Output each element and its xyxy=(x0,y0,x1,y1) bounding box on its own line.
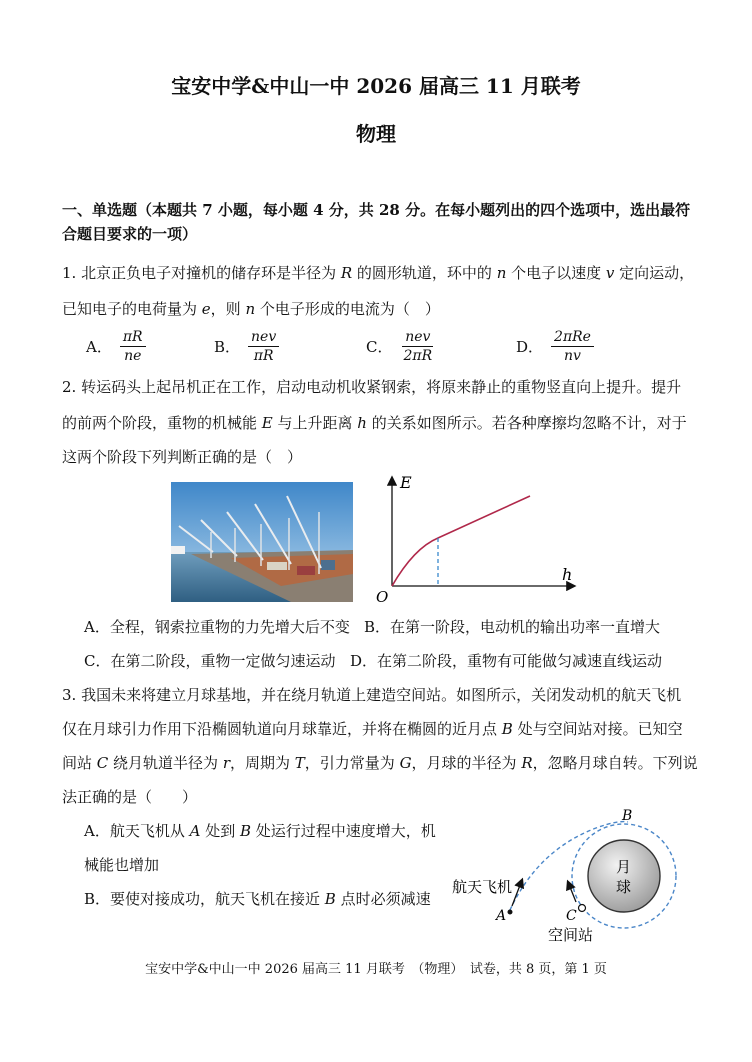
exam-subject: 物理 xyxy=(356,122,396,146)
point-b-label: B xyxy=(622,808,633,824)
shuttle-velocity-arrow xyxy=(512,880,522,906)
point-c-label: C xyxy=(566,908,577,924)
section-heading: 一、单选题（本题共 7 小题，每小题 4 分，共 28 分。在每小题列出的四个选项中，选出最符合题目要求的一项） xyxy=(62,201,691,243)
exam-title: 宝安中学&中山一中 2026 届高三 11 月联考 xyxy=(171,74,581,98)
moon xyxy=(588,840,660,912)
q1-option-d: D． $\frac{\text{2πRe}}{nv}$ xyxy=(516,328,594,365)
q1-option-c: C． $\frac{\text{nev}}{2\pi R}$ xyxy=(366,328,435,365)
q3-option-a-line-2: 械能也增加 xyxy=(84,856,160,874)
point-a-label: A xyxy=(496,908,507,924)
fraction: $\frac{\text{nev}}{\pi R}$ xyxy=(248,328,279,365)
page-footer: 宝安中学&中山一中 2026 届高三 11 月联考 （物理） 试卷，共 8 页，第 1 页 xyxy=(145,962,607,977)
station-label: 空间站 xyxy=(548,926,594,944)
q2-option-c: C．在第二阶段，重物一定做匀速运动 xyxy=(84,652,336,670)
q3-line-2: 仅在月球引力作用下沿椭圆轨道向月球靠近，并将在椭圆的近月点 B 处与空间站对接。已知空 xyxy=(62,720,683,738)
q3-option-a-line-1: A．航天飞机从 A 处到 B 处运行过程中速度增大，机 xyxy=(84,822,436,840)
energy-height-graph xyxy=(368,470,578,608)
q1-option-a: A． $\frac{\pi R}{ne}$ xyxy=(86,328,146,365)
moon-label-char-1: 月 xyxy=(616,858,632,876)
q3-line-1: 3. 我国未来将建立月球基地，并在绕月轨道上建造空间站。如图所示，关闭发动机的航天飞机 xyxy=(62,686,682,704)
q3-line-4: 法正确的是（ ） xyxy=(62,788,198,806)
q2-line-2: 的前两个阶段，重物的机械能 E 与上升距离 h 的关系如图所示。若各种摩擦均忽略不计，对于 xyxy=(62,414,687,432)
fraction: $\frac{\text{2πRe}}{nv}$ xyxy=(551,328,594,365)
q1-line-2: 已知电子的电荷量为 e，则 n 个电子形成的电流为（ ） xyxy=(62,300,440,318)
fraction: $\frac{\text{nev}}{2\pi R}$ xyxy=(403,329,433,364)
q3-line-3: 间站 C 绕月轨道半径为 r，周期为 T，引力常量为 G，月球的半径为 R，忽略月球自转。下列说 xyxy=(62,754,698,772)
moon-label-char-2: 球 xyxy=(616,878,632,896)
q1-line-1: 1. 北京正负电子对撞机的储存环是半径为 R 的圆形轨道，环中的 n 个电子以速度 v 定向运动， xyxy=(62,264,695,282)
moon-orbit-diagram xyxy=(446,806,706,948)
q2-option-a: A．全程，钢索拉重物的力先增大后不变 xyxy=(84,618,350,636)
q3-option-b: B．要使对接成功，航天飞机在接近 B 点时必须减速 xyxy=(84,890,431,908)
shuttle-label: 航天飞机 xyxy=(452,878,513,896)
x-axis-label: h xyxy=(562,565,573,584)
energy-curve xyxy=(392,496,530,586)
shuttle-point-a xyxy=(508,910,513,915)
origin-label: O xyxy=(376,588,389,606)
q2-option-b: B．在第一阶段，电动机的输出功率一直增大 xyxy=(364,618,661,636)
space-station-point-c xyxy=(579,905,586,912)
station-velocity-arrow xyxy=(568,882,576,902)
q2-option-d: D．在第二阶段，重物有可能做匀减速直线运动 xyxy=(350,652,663,670)
y-axis-label: E xyxy=(400,473,412,492)
q1-option-b: B． $\frac{\text{nev}}{\pi R}$ xyxy=(214,328,279,365)
q2-line-3: 这两个阶段下列判断正确的是（ ） xyxy=(62,448,303,466)
q2-line-1: 2. 转运码头上起吊机正在工作，启动电动机收紧钢索，将原来静止的重物竖直向上提升。提升 xyxy=(62,378,682,396)
fraction: $\frac{\pi R}{ne}$ xyxy=(120,328,146,365)
port-crane-photo xyxy=(171,482,353,602)
